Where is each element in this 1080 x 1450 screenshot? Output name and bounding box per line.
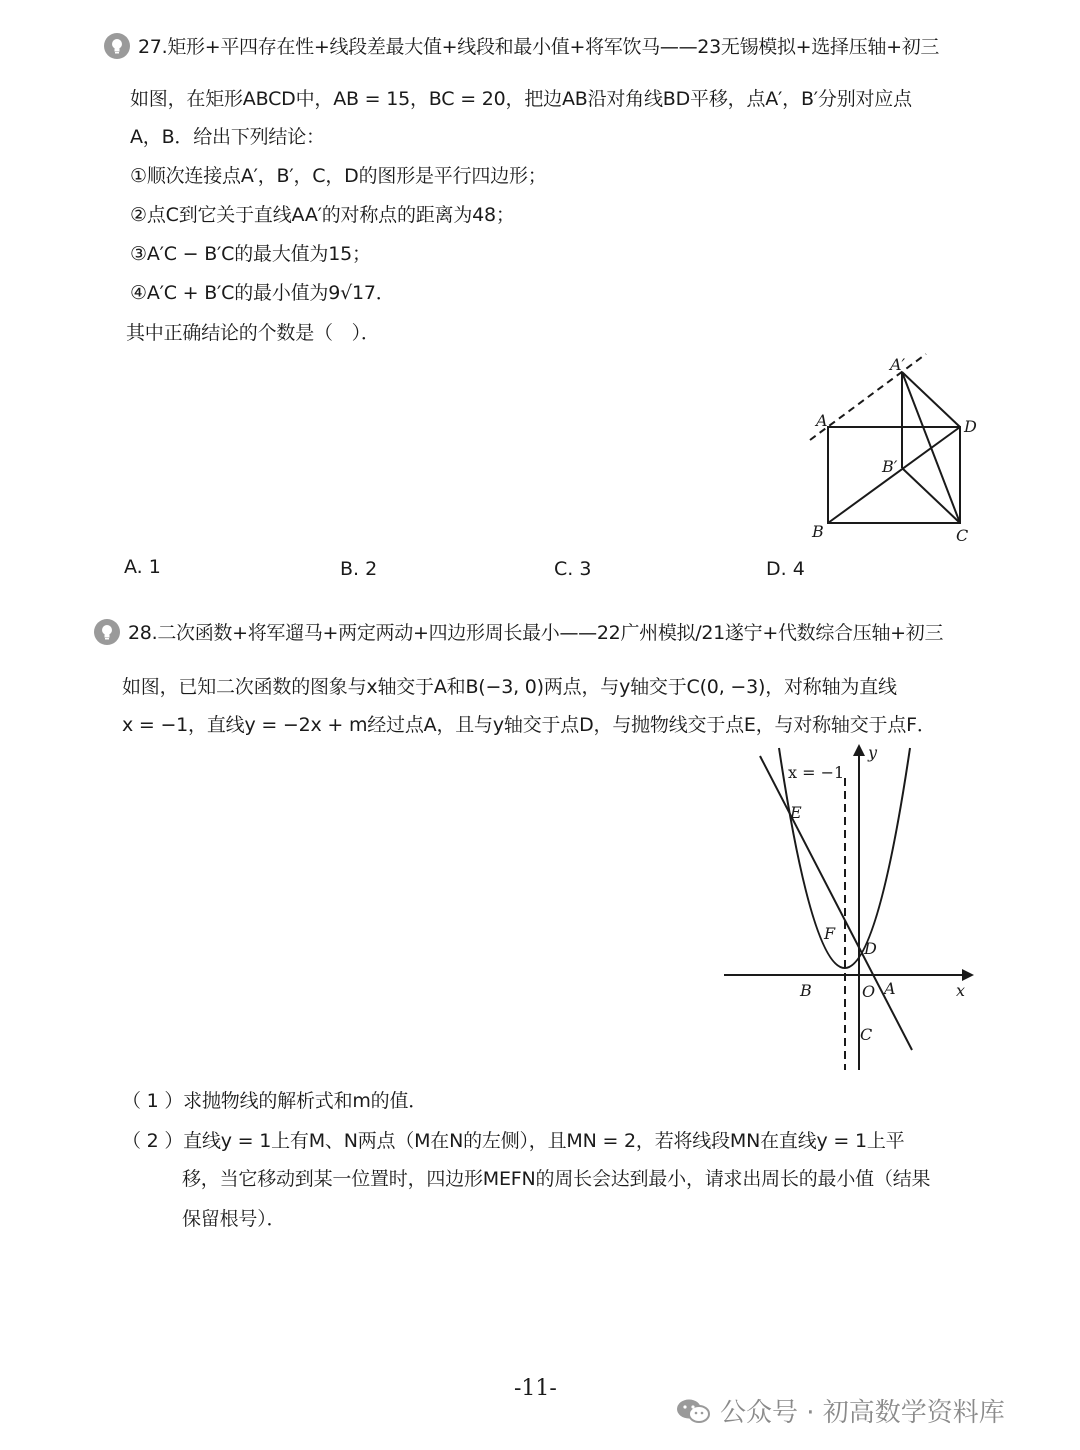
q27-option-d: D. 4	[766, 558, 805, 580]
watermark	[676, 1392, 1005, 1429]
q28-parabola-figure	[718, 738, 988, 1078]
q28-part-1: （ 1 ）求抛物线的解析式和m的值．	[122, 1090, 428, 1112]
page-number: -11-	[514, 1376, 557, 1401]
wechat-icon	[676, 1398, 710, 1424]
label-axis-eq: x = −1	[788, 763, 845, 782]
q28-header	[94, 618, 943, 645]
segment-b1c	[902, 468, 960, 523]
q27-option-a: A. 1	[124, 556, 161, 578]
label-a: A	[816, 411, 828, 430]
label-y: y	[868, 743, 878, 762]
q27-conclusion-2: ②点C到它关于直线AA′的对称点的距离为48；	[130, 204, 515, 226]
label-b: B	[812, 522, 824, 541]
q27-header-text: 27.矩形+平四存在性+线段差最大值+线段和最小值+将军饮马——23无锡模拟+选择压轴+初三	[138, 36, 940, 58]
q28-stem-line-2: x = −1，直线y = −2x + m经过点A，且与y轴交于点D，与抛物线交于点E，与对称轴交于点F．	[122, 714, 936, 736]
q28-header-text: 28.二次函数+将军遛马+两定两动+四边形周长最小——22广州模拟/21遂宁+代数综合压轴+初三	[128, 622, 944, 644]
q27-header	[104, 32, 939, 59]
q28-part-2-line-3: 保留根号）．	[182, 1208, 286, 1230]
label-b-prime: B′	[882, 457, 898, 476]
label-e: E	[790, 803, 802, 822]
q28-stem-line-1: 如图，已知二次函数的图象与x轴交于A和B(−3, 0)两点，与y轴交于C(0, −3)，对称轴为直线	[122, 676, 897, 698]
label-d: D	[964, 417, 977, 436]
q28-part-2-line-1: （ 2 ）直线y = 1上有M、N两点（M在N的左侧），且MN = 2，若将线段MN在直线y = 1上平	[122, 1130, 905, 1152]
label-o: O	[862, 982, 876, 1001]
label-b: B	[800, 981, 812, 1000]
q27-stem-line-1: 如图，在矩形ABCD中，AB = 15，BC = 20，把边AB沿对角线BD平移，点A′，B′分别对应点	[130, 88, 912, 110]
lightbulb-icon	[104, 33, 130, 59]
q27-conclusion-4: ④A′C + B′C的最小值为9√17．	[130, 282, 395, 304]
label-c: C	[956, 526, 969, 545]
line-through-a	[760, 756, 912, 1050]
label-a-prime: A′	[890, 355, 906, 374]
x-axis-arrow-icon	[962, 969, 974, 981]
label-d: D	[864, 939, 877, 958]
q27-rectangle-figure	[790, 348, 990, 548]
label-c: C	[860, 1025, 873, 1044]
segment-a1c	[902, 372, 960, 523]
q27-conclusion-1: ①顺次连接点A′，B′，C，D的图形是平行四边形；	[130, 165, 547, 187]
q27-conclusion-3: ③A′C − B′C的最大值为15；	[130, 243, 371, 265]
label-x: x	[956, 981, 966, 1000]
q28-part-2-line-2: 移，当它移动到某一位置时，四边形MEFN的周长会达到最小，请求出周长的最小值（结果	[182, 1168, 931, 1190]
q27-question: 其中正确结论的个数是（ ）．	[126, 322, 380, 344]
q27-option-c: C. 3	[554, 558, 592, 580]
segment-a1d	[902, 372, 960, 427]
y-axis-arrow-icon	[853, 744, 865, 756]
q27-stem-line-2: A，B．给出下列结论：	[130, 126, 325, 148]
watermark-text: 公众号 · 初高数学资料库	[720, 1398, 1005, 1428]
label-f: F	[824, 924, 836, 943]
label-a: A	[884, 979, 896, 998]
q27-option-b: B. 2	[340, 558, 378, 580]
lightbulb-icon	[94, 619, 120, 645]
